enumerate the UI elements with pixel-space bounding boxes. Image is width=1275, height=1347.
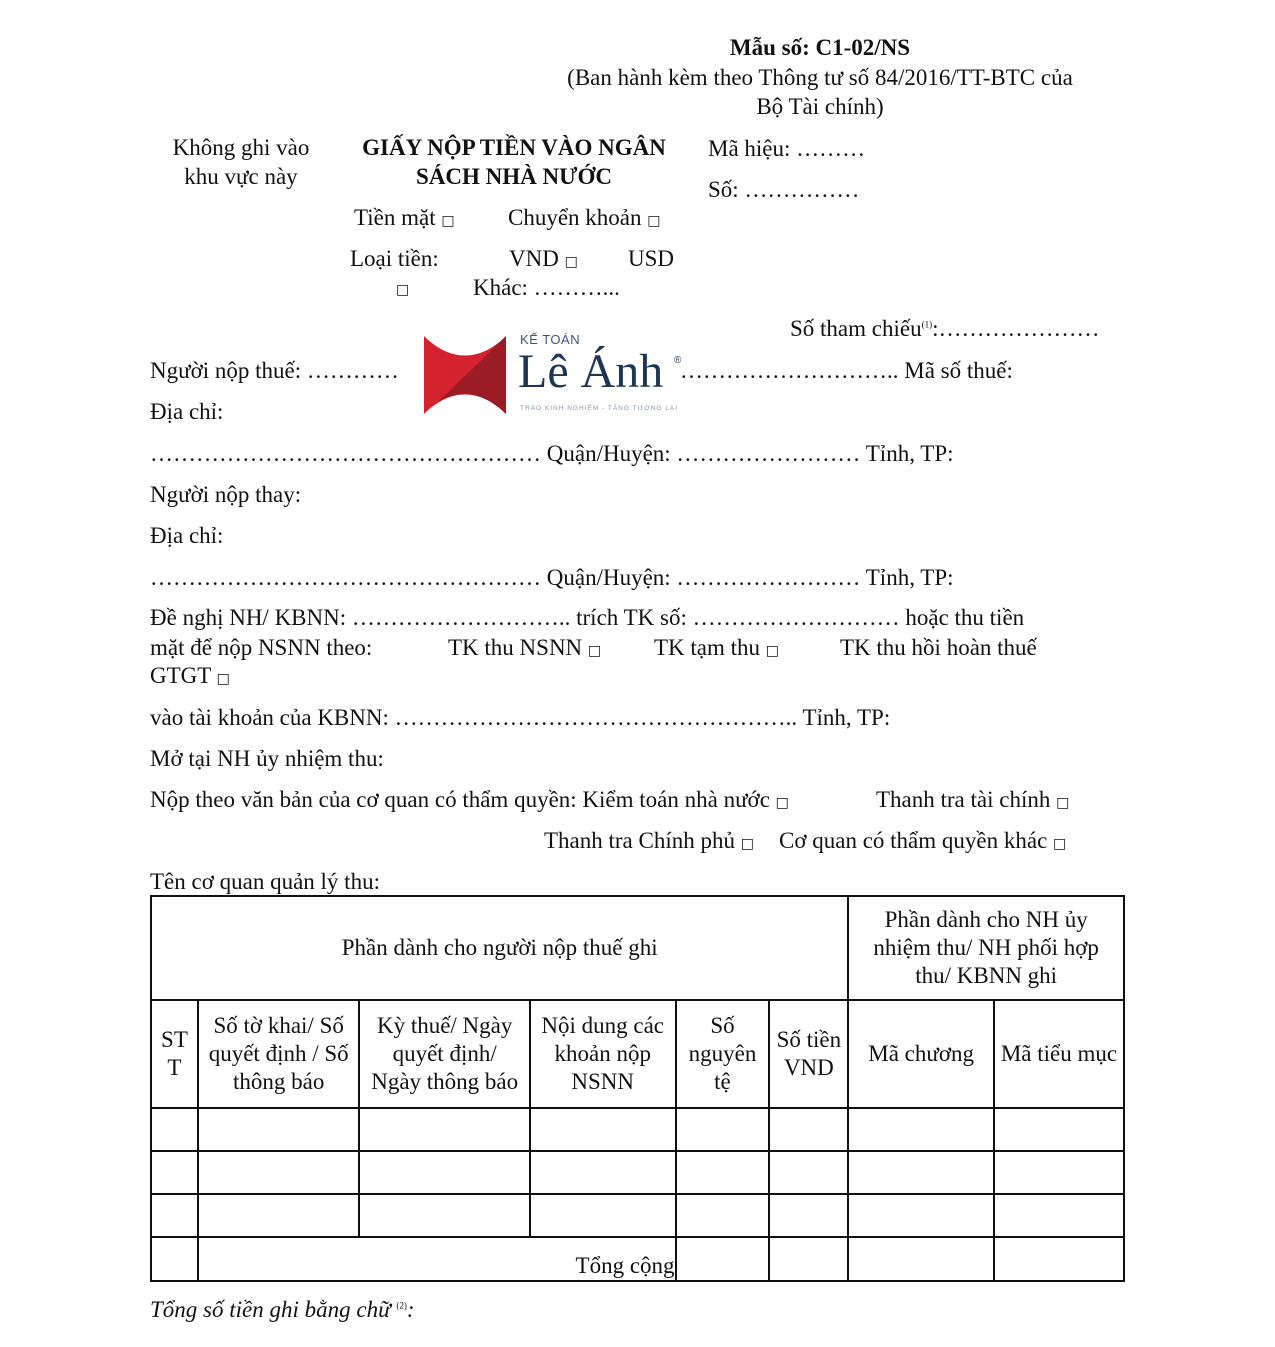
other-authority-label: Cơ quan có thẩm quyền khác [779, 828, 1048, 853]
gtgt-label: GTGT [150, 663, 211, 688]
logo-name: Lê Ánh [518, 345, 664, 398]
finance-inspection-option[interactable] [876, 786, 1069, 815]
logo-slogan: TRAO KINH NGHIỆM - TĂNG TƯƠNG LAI [520, 405, 679, 412]
cash-checkbox-icon[interactable]: □ [441, 213, 455, 229]
col-ky-thue: Kỳ thuế/ Ngày quyết định/ Ngày thông báo [359, 1000, 529, 1108]
amount-in-words-label: Tổng số tiền ghi bằng chữ [150, 1297, 391, 1322]
agency-name-label: Tên cơ quan quản lý thu: [150, 869, 380, 894]
other-currency-field: Khác: ………... [473, 275, 620, 300]
taxpayer-section-header: Phần dành cho người nộp thuế ghi [151, 896, 848, 1000]
so-field: Số: …………… [708, 177, 860, 202]
currency-label: Loại tiền: [350, 246, 439, 271]
government-inspection-option[interactable] [544, 827, 754, 856]
finance-inspection-checkbox-icon[interactable]: □ [1056, 795, 1070, 811]
address-label-2: Địa chỉ: [150, 523, 224, 548]
issued-by-line2: Bộ Tài chính) [756, 94, 884, 119]
government-inspection-checkbox-icon[interactable]: □ [740, 836, 754, 852]
authority-label: Nộp theo văn bản của cơ quan có thẩm quyền: Kiểm toán nhà nước [150, 787, 770, 812]
taxpayer-field: Người nộp thuế: ………… [150, 358, 399, 383]
other-authority-option[interactable] [779, 827, 1066, 856]
address-line-2: …………………………………………… Quận/Huyện: …………………… Tỉnh, TP: [150, 565, 954, 590]
col-so-to-khai: Số tờ khai/ Số quyết định / Số thông báo [198, 1000, 360, 1108]
tax-code-field: ……………………….. Mã số thuế: [680, 358, 1013, 383]
amount-in-words-field: Tổng số tiền ghi bằng chữ $^{(2)}$: [150, 1297, 415, 1322]
usd-label: USD [628, 246, 675, 271]
request-line-1: Đề nghị NH/ KBNN: ……………………….. trích TK số: ……………………… hoặc thu tiền [150, 605, 1025, 630]
payment-table [150, 895, 1125, 1282]
vnd-checkbox-icon[interactable]: □ [564, 254, 578, 270]
table-group-header [151, 896, 1124, 1000]
reference-label: Số tham chiếu [790, 316, 922, 341]
col-ma-chuong: Mã chương [848, 1000, 994, 1108]
bank-section-header: Phần dành cho NH ủy nhiệm thu/ NH phối hợp thu/ KBNN ghi [848, 896, 1124, 1000]
ma-hieu-field: Mã hiệu: ……… [708, 136, 866, 161]
table-row [151, 1151, 1124, 1194]
tk-thu-hoi-label: TK thu hồi hoàn thuế [840, 635, 1037, 660]
footnote-1: (1) [921, 319, 933, 330]
tk-thu-nsnn-label: TK thu NSNN [448, 635, 583, 660]
col-so-nguyen-te: Số nguyên tệ [676, 1000, 770, 1108]
gtgt-option[interactable] [150, 662, 230, 691]
ke-toan-le-anh-logo [420, 330, 690, 420]
col-so-tien-vnd: Số tiền VND [769, 1000, 848, 1108]
government-inspection-label: Thanh tra Chính phủ [544, 828, 735, 853]
registered-icon: ® [674, 355, 682, 366]
col-ma-tieu-muc: Mã tiểu mục [994, 1000, 1124, 1108]
tk-thu-nsnn-option[interactable] [448, 634, 601, 663]
transfer-option[interactable] [508, 204, 661, 233]
footnote-2: (2) [396, 1300, 407, 1311]
other-authority-checkbox-icon[interactable]: □ [1053, 836, 1067, 852]
bank-field: Mở tại NH ủy nhiệm thu: [150, 746, 384, 771]
vnd-option[interactable] [509, 245, 578, 274]
document-title-line2: SÁCH NHÀ NƯỚC [416, 164, 612, 189]
table-total-row [151, 1237, 1124, 1281]
transfer-label: Chuyển khoản [508, 205, 642, 230]
address-label-1: Địa chỉ: [150, 399, 224, 424]
table-row [151, 1194, 1124, 1237]
tk-tam-thu-option[interactable] [654, 634, 779, 663]
cash-label: Tiền mặt [354, 205, 436, 230]
no-write-line1: Không ghi vào [172, 135, 310, 160]
authority-audit-option[interactable] [150, 786, 789, 815]
tk-thu-nsnn-checkbox-icon[interactable]: □ [587, 643, 602, 659]
form-code: Mẫu số: C1-02/NS [729, 35, 911, 60]
vnd-label: VND [509, 246, 559, 271]
payer-on-behalf-label: Người nộp thay: [150, 482, 302, 507]
no-write-line2: khu vực này [184, 164, 298, 189]
audit-checkbox-icon[interactable]: □ [775, 795, 789, 811]
issued-by-line1: (Ban hành kèm theo Thông tư số 84/2016/TT-BTC của [567, 65, 1073, 90]
request-line-2-label: mặt để nộp NSNN theo: [150, 635, 373, 660]
reference-dots: :………………… [932, 316, 1100, 341]
col-stt: ST T [151, 1000, 198, 1108]
table-row [151, 1108, 1124, 1151]
table-column-header [151, 1000, 1124, 1108]
tk-tam-thu-checkbox-icon[interactable]: □ [765, 643, 780, 659]
logo-top-text: KẾ TOÁN [520, 332, 581, 347]
transfer-checkbox-icon[interactable]: □ [647, 213, 661, 229]
tk-tam-thu-label: TK tạm thu [654, 635, 761, 660]
gtgt-checkbox-icon[interactable]: □ [216, 671, 230, 687]
document-title-line1: GIẤY NỘP TIỀN VÀO NGÂN [362, 135, 666, 160]
total-label: Tổng cộng [198, 1237, 676, 1281]
reference-number-field [790, 315, 1099, 344]
address-line-1: …………………………………………… Quận/Huyện: …………………… Tỉnh, TP: [150, 441, 954, 466]
logo-mark-icon [420, 332, 510, 418]
finance-inspection-label: Thanh tra tài chính [876, 787, 1051, 812]
usd-checkbox-icon[interactable]: □ [396, 282, 410, 298]
kbnn-account-field: vào tài khoản của KBNN: …………………………………………….. Tỉnh, TP: [150, 705, 891, 730]
cash-option[interactable] [354, 204, 455, 233]
col-noi-dung: Nội dung các khoản nộp NSNN [530, 1000, 676, 1108]
